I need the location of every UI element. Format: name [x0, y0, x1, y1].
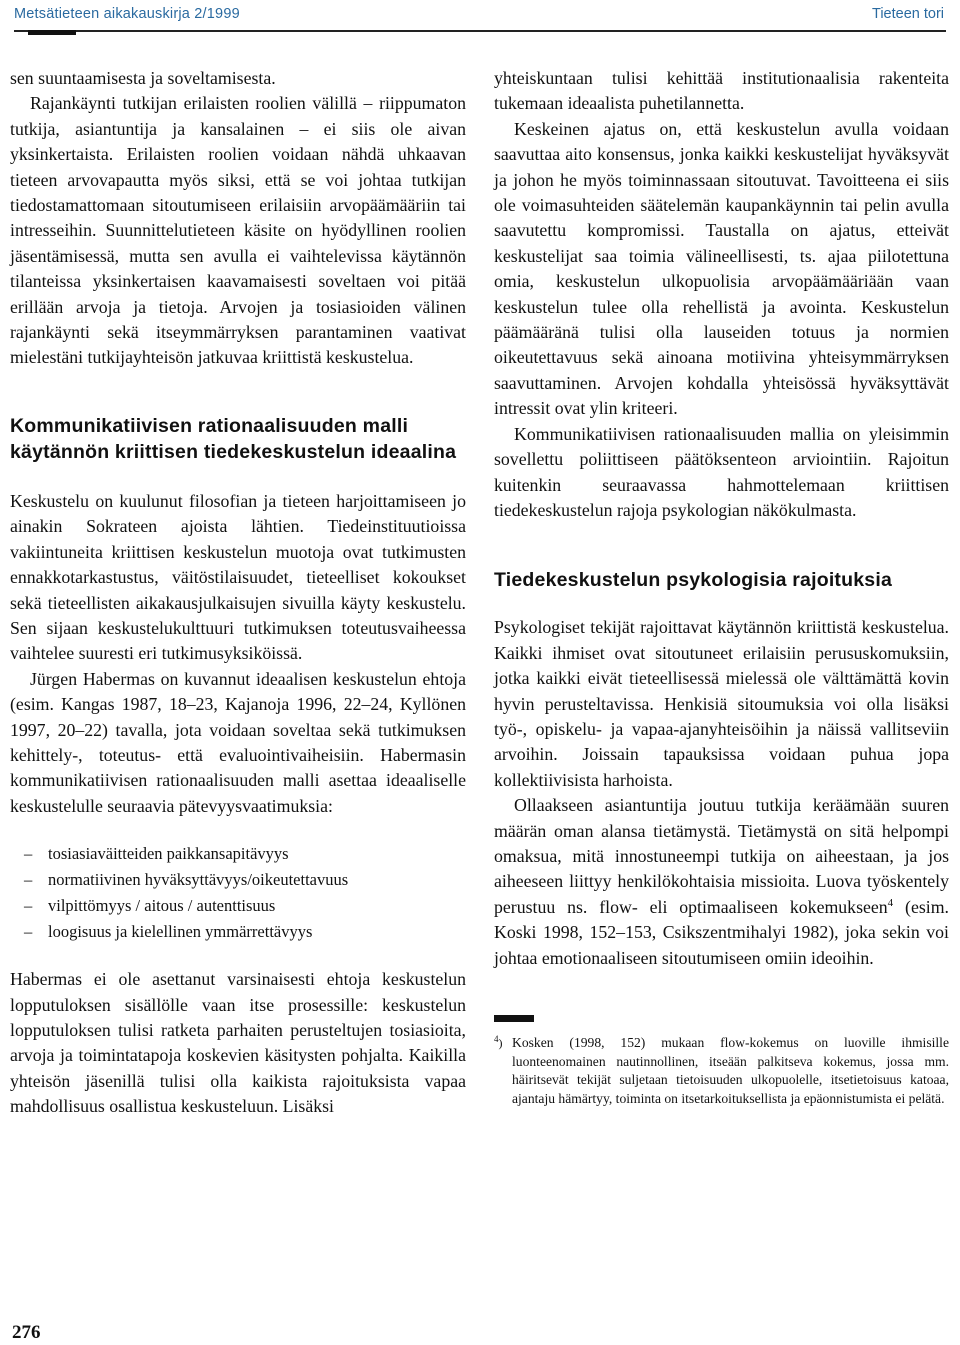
paragraph: Rajankäynti tutkijan erilaisten roolien välillä – riippumaton tutkija, asiantuntija ja kansalainen – ei siis ole aivan yksinkertaista. Erilaisten roolien voidaan nähdä uhkaavan tieteen arvovapautta myös siksi, että se voi johtaa tutkijan tiedostamattomaan sitoutumiseen erilaisiin arvopäämääriin tai intresseihin. Suunnittelutieteen käsite on hyödyllinen roolien jäsentämisessä, mutta sen avulla ei vaihtelevissa käytännön tilanteissa yksinkertaisen kaavamaisesti soveltaen voi pitää erillään arvoja ja tietoja. Arvojen ja tosiasioiden välinen rajankäynti sekä itseymmärryksen parantaminen vaativat mielestäni tutkijayhteisön jatkuvaa kriittistä keskustelua.	[10, 93, 466, 368]
list-marker: –	[24, 870, 33, 890]
section-heading: Kommunikatiivisen rationaalisuuden malli käytännön kriittisen tiedekeskustelun ideaalina	[10, 414, 457, 463]
footnote: $^4$) Kosken (1998, 152) mukaan flow-kokemus on luoville ihmisille luonteenomainen nautinnollinen, itseään palkitseva kokemus, jossa mm. häiritsevät tekijät suljetaan tietoisuuden ulkopuolelle, itsetietoisuus katoaa, ajantaju hämärtyy, toiminta on itsetarkoituksellista ja epäonnistumista ei pelätä.	[494, 1034, 949, 1106]
page-number: 276	[12, 1322, 41, 1343]
footnote-marker: $^4$)	[494, 1034, 503, 1050]
footnote-separator	[494, 1015, 534, 1022]
right-column	[494, 66, 949, 1108]
paragraph: sen suuntaamisesta ja soveltamisesta.	[10, 68, 276, 88]
paragraph: Keskeinen ajatus on, että keskustelun avulla voidaan saavuttaa aito konsensus, jonka kaikki keskustelijat hyväksyvät ja johon he myös toiminnassaan sitoutuvat. Tavoitteena ei siis ole voimasuhteiden säätelemän kaupankäynnin tai pelin avulla saavutettu kompromissi. Taustalla on ajatus, etteivät keskustelijat saa toimia välineellisesti, ts. ajaa piilotettuna omia, keskustelun ulkopuolisia arvopäämääriään vaan keskustelun tulee olla rehellistä ja avointa. Keskustelun päämääränä tulisi olla lauseiden totuus ja normien oikeutettavuus sekä ainoana motiivina yhteisymmärryksen saavuttaminen. Arvojen kohdalla yhteisössä hyväksyttävät intressit ovat ylin kriteeri.	[494, 118, 949, 419]
list-item: – vilpittömyys / aitous / autenttisuus	[10, 893, 466, 919]
left-column	[10, 66, 466, 1120]
running-header	[14, 0, 946, 42]
section-heading: Tiedekeskustelun psykologisia rajoituksia	[494, 569, 892, 592]
paragraph: Psykologiset tekijät rajoittavat käytännön kriittistä keskustelua. Kaikki ihmiset ovat sitoutuneet erilaisiin perususkomuksiin, jotka kaikki eivät tieteellisessä mielessä ole välttämättä kovin hyvin perusteltavissa. Henkisiä sitoumuksia voi olla lisäksi työ-, opiskelu- ja vapaa-ajanyhteisöihin ja näissä vallitseviin arvoihin. Joissain tapauksissa voidaan puhua jopa kollektiivisista harhoista.	[494, 617, 949, 790]
list-marker: –	[24, 922, 33, 942]
journal-title: Metsätieteen aikakauskirja 2/1999	[14, 6, 240, 22]
paragraph: Ollaakseen asiantuntija joutuu tutkija keräämään suuren määrän oman alansa tietämystä. Tietämystä on sitä helpompi omaksua, mitä innostuneempi tutkija on aiheestaan, ja jos aiheeseen liittyy henkilökohtaisia missioita. Luova työskentely perustuu ns. flow- eli optimaaliseen kokemukseen$^4$ (esim. Koski 1998, 152–153, Csikszentmihalyi 1982), joka sekin voi johtaa emotionaaliseen sitoutumiseen omiin ideoihin.	[494, 795, 949, 968]
list-item: – tosiasiaväitteiden paikkansapitävyys	[10, 841, 466, 867]
list-marker: –	[24, 844, 33, 864]
paragraph: Jürgen Habermas on kuvannut ideaalisen keskustelun ehtoja (esim. Kangas 1987, 18–23, Kajanoja 1996, 22–24, Kyllönen 1997, 20–22) tavalla, jota voidaan soveltaa sekä tutkimuksen kehittely-, toteutus- että evaluointivaiheisiin. Habermasin kommunikatiivisen rationaalisuuden malli asettaa ideaaliselle keskustelulle seuraavia pätevyysvaatimuksia:	[10, 668, 466, 816]
paragraph: Kommunikatiivisen rationaalisuuden mallia on yleisimmin sovellettu poliittiseen päätöksenteon arviointiin. Rajoitun kuitenkin seuraavassa hahmottelemaan kriittisen tiedekeskustelun rajoja psykologian näkökulmasta.	[494, 423, 949, 520]
paragraph: yhteiskuntaan tulisi kehittää institutionaalisia rakenteita tukemaan ideaalista puhetilannetta.	[494, 68, 949, 114]
section-title: Tieteen tori	[872, 6, 944, 22]
footnote-reference: 4	[887, 896, 894, 909]
requirements-list	[10, 841, 466, 945]
header-tab-mark	[28, 30, 76, 35]
list-item: – normatiivinen hyväksyttävyys/oikeutettavuus	[10, 867, 466, 893]
list-marker: –	[24, 896, 33, 916]
paragraph: Keskustelu on kuulunut filosofian ja tieteen harjoittamiseen jo ainakin Sokrateen ajoista lähtien. Tiedeinstituutioissa vakiintuneita kriittisen keskustelun muotoja ovat tutkimusten ennakkotarkastustus, väitöstilaisuudet, tieteelliset kokoukset sekä tieteellisten aikakausjulkaisujen sivuilla käyty keskustelu. Sen sijaan keskustelukulttuuri tutkimuksen toteutusvaiheessa vaihtelee suuresti eri tutkimusyksiköissä.	[10, 490, 466, 664]
list-item: – loogisuus ja kielellinen ymmärrettävyys	[10, 919, 466, 945]
header-rule	[14, 30, 946, 32]
paragraph: Habermas ei ole asettanut varsinaisesti ehtoja keskustelun lopputuloksen sisällölle vaan itse prosessille: keskustelun lopputuloksen tulisi ratketa parhaiten perusteltujen tosiasioita, arvoja ja toimintatapoja koskevien käsitysten pohjalta. Kaikilla yhteisön jäsenillä tulisi olla kaikista rajoituksista vapaa mahdollisuus osallistua keskusteluun. Lisäksi	[10, 969, 466, 1117]
